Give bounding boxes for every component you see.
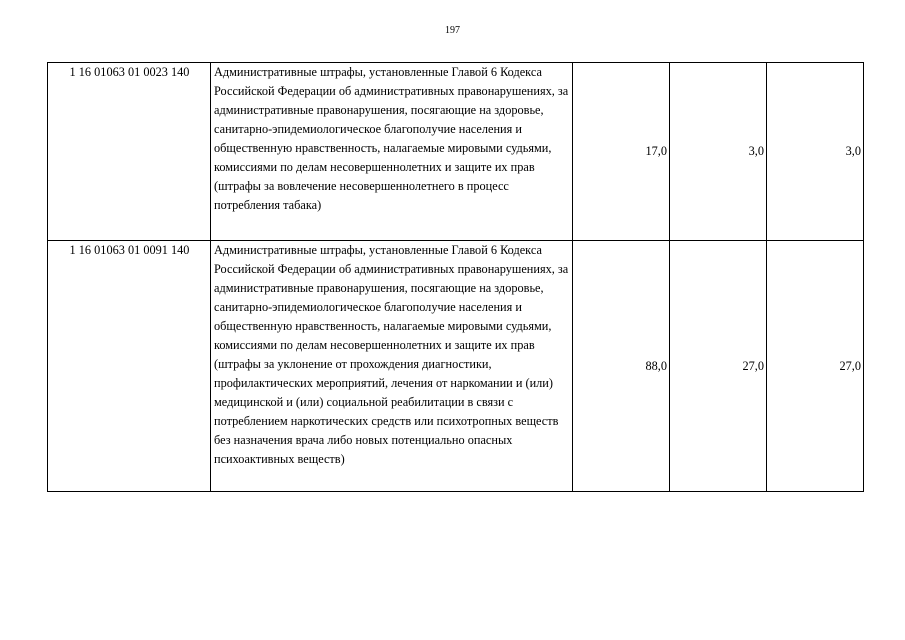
table-row [48, 241, 864, 492]
value-cell-3: 3,0 [767, 63, 864, 241]
value-cell-2: 27,0 [670, 241, 767, 492]
value-cell-1: 17,0 [573, 63, 670, 241]
description-cell: Административные штрафы, установленные Главой 6 Кодекса Российской Федерации об административных правонарушениях, за административные правонарушения, посягающие на здоровье, санитарно-эпидемиологическое благополучие населения и общественную нравственность, налагаемые мировыми судьями, комиссиями по делам несовершеннолетних и защите их прав (штрафы за уклонение от прохождения диагностики, профилактических мероприятий, лечения от наркомании и (или) медицинской и (или) социальной реабилитации в связи с потреблением наркотических средств или психотропных веществ без назначения врача либо новых потенциально опасных психоактивных веществ) [211, 241, 573, 492]
budget-table [47, 62, 864, 492]
value-cell-1: 88,0 [573, 241, 670, 492]
table-row [48, 63, 864, 241]
budget-code-cell: 1 16 01063 01 0091 140 [48, 241, 211, 492]
description-cell: Административные штрафы, установленные Главой 6 Кодекса Российской Федерации об административных правонарушениях, за административные правонарушения, посягающие на здоровье, санитарно-эпидемиологическое благополучие населения и общественную нравственность, налагаемые мировыми судьями, комиссиями по делам несовершеннолетних и защите их прав (штрафы за вовлечение несовершеннолетнего в процесс потребления табака) [211, 63, 573, 241]
budget-code-cell: 1 16 01063 01 0023 140 [48, 63, 211, 241]
value-cell-2: 3,0 [670, 63, 767, 241]
page-number: 197 [445, 25, 460, 36]
value-cell-3: 27,0 [767, 241, 864, 492]
